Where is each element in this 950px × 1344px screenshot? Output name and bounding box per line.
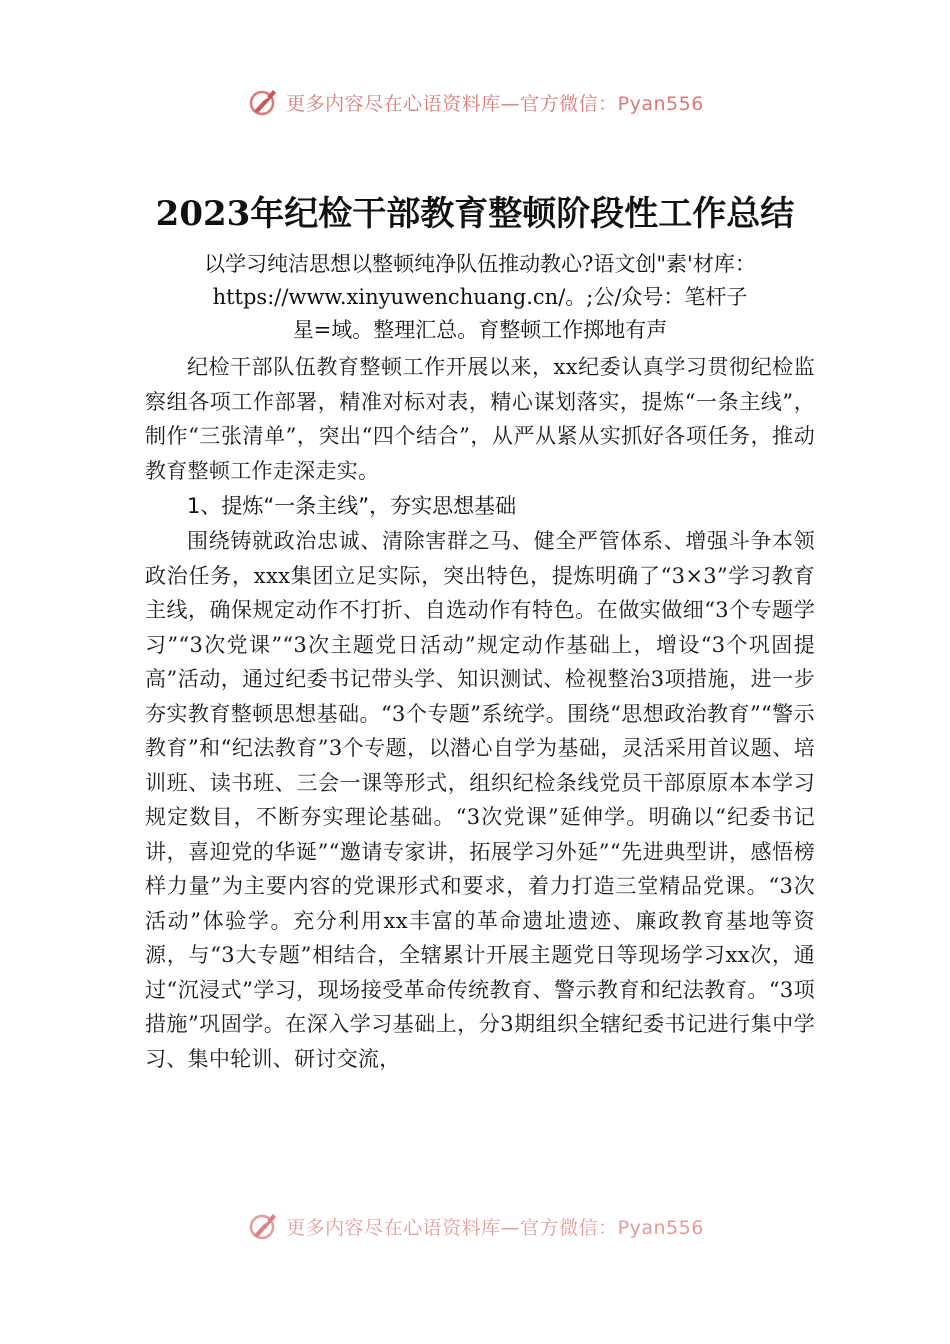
subtitle-line: https://www.xinyuwenchuang.cn/。;公/众号：笔杆子	[212, 285, 748, 309]
watermark-text: 更多内容尽在心语资料库—官方微信：Pyan556	[286, 1216, 704, 1239]
watermark-text: 更多内容尽在心语资料库—官方微信：Pyan556	[286, 92, 704, 115]
subtitle-line: 星=域。整理汇总。育整顿工作掷地有声	[292, 318, 668, 342]
quill-logo-icon	[246, 1209, 280, 1243]
quill-logo-icon	[246, 85, 280, 119]
section-paragraph: 围绕铸就政治忠诚、清除害群之马、健全严管体系、增强斗争本领政治任务，xxx集团立足实际，突出特色，提炼明确了“3×3”学习教育主线，确保规定动作不打折、自选动作有特色。在做实做细“3个专题学习”“3次党课”“3次主题党日活动”规定动作基础上，增设“3个巩固提高”活动，通过纪委书记带头学、知识测试、检视整治3项措施，进一步夯实教育整顿思想基础。“3个专题”系统学。围绕“思想政治教育”“警示教育”和“纪法教育”3个专题，以潜心自学为基础，灵活采用首议题、培训班、读书班、三会一课等形式，组织纪检条线党员干部原原本本学习规定数目，不断夯实理论基础。“3次党课”延伸学。明确以“纪委书记讲，喜迎党的华诞”“邀请专家讲，拓展学习外延”“先进典型讲，感悟榜样力量”为主要内容的党课形式和要求，着力打造三堂精品党课。“3次活动”体验学。充分利用xx丰富的革命遗址遗迹、廉政教育基地等资源，与“3大专题”相结合，全辖累计开展主题党日等现场学习xx次，通过“沉浸式”学习，现场接受革命传统教育、警示教育和纪法教育。“3项措施”巩固学。在深入学习基础上，分3期组织全辖纪委书记进行集中学习、集中轮训、研讨交流，	[145, 529, 815, 1071]
document-subtitle	[145, 248, 815, 347]
header-watermark	[0, 82, 950, 122]
document-body	[145, 350, 815, 1076]
footer-watermark	[0, 1206, 950, 1246]
intro-paragraph: 纪检干部队伍教育整顿工作开展以来，xx纪委认真学习贯彻纪检监察组各项工作部署，精准对标对表，精心谋划落实，提炼“一条主线”，制作“三张清单”，突出“四个结合”，从严从紧从实抓好各项任务，推动教育整顿工作走深走实。	[145, 355, 815, 483]
document-title: 2023年纪检干部教育整顿阶段性工作总结	[155, 194, 795, 234]
subtitle-line: 以学习纯洁思想以整顿纯净队伍推动教心?语文创"素'材库：	[204, 252, 756, 276]
section-heading: 1、提炼“一条主线”，夯实思想基础	[187, 494, 517, 518]
